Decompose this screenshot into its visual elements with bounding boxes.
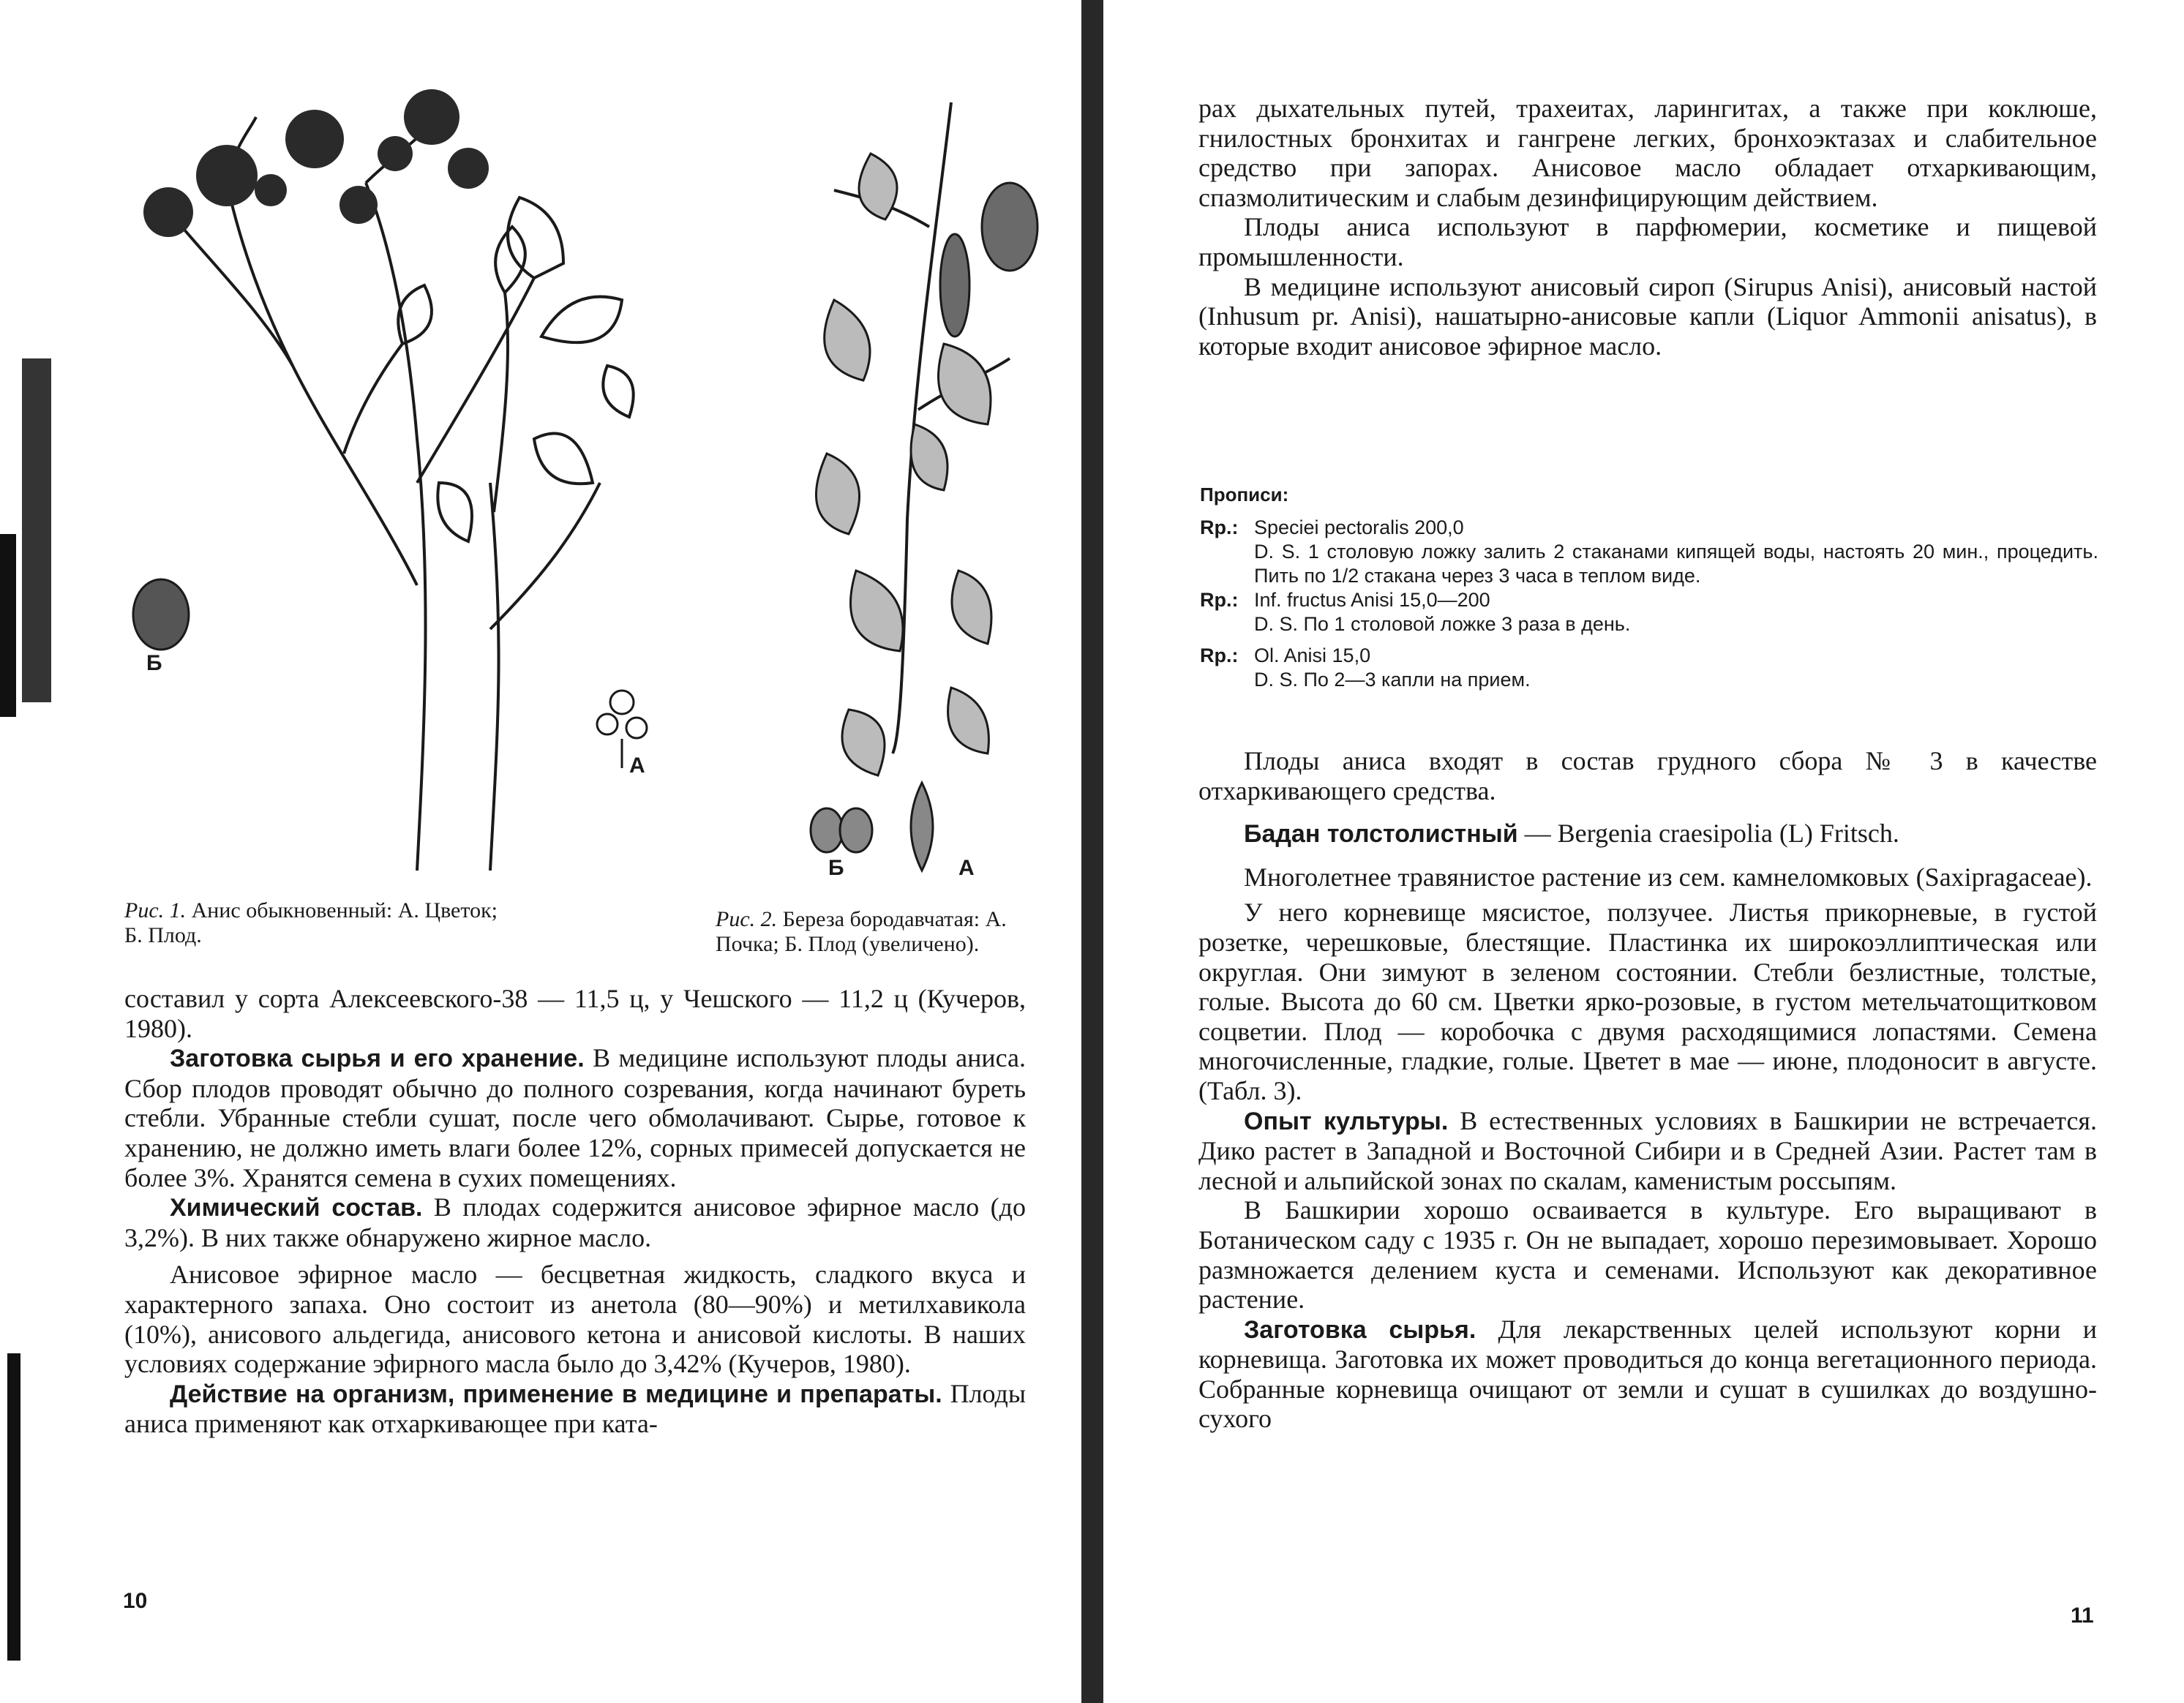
- paragraph-perfumery: Плоды аниса используют в парфюмерии, косметике и пищевой промышленности.: [1198, 212, 2097, 271]
- heading-harvest: Заготовка сырья и его хранение.: [170, 1045, 585, 1073]
- prescription-item: [1200, 516, 2098, 588]
- birch-illustration: [790, 80, 1068, 892]
- prescription-item: [1200, 588, 2098, 636]
- bergenia-latin-name: — Bergenia craesipolia (L) Fritsch.: [1517, 819, 1899, 849]
- prescriptions: [1200, 483, 2098, 692]
- paragraph-raw-material: [1198, 1315, 2097, 1434]
- paragraph-bergenia-family: Многолетнее травянистое растение из сем. камнеломковых (Saxipragaceae).: [1244, 862, 2093, 892]
- heading-raw-material: Заготовка сырья.: [1244, 1315, 1476, 1344]
- paragraph-bergenia-title: [1198, 819, 2097, 849]
- paragraph-chemistry: [124, 1192, 1026, 1252]
- figure2-label-b: Б: [828, 856, 844, 880]
- heading-chemistry: Химический состав.: [170, 1194, 423, 1222]
- right-page-body-top: [1198, 94, 2097, 361]
- page-number-right: 11: [2071, 1604, 2094, 1628]
- right-page: [1090, 0, 2184, 1703]
- heading-bergenia: Бадан толстолистный: [1244, 820, 1518, 849]
- figure2-caption-number: Рис. 2.: [716, 907, 778, 931]
- paragraph-raw-material-text: Для лекарственных целей используют корни и корневища. Заготовка их может проводиться до конца вегетационного периода. Собранные корневища очищают от земли и сушат в сушилках до воздушно-сухого: [1198, 1314, 2097, 1434]
- rx-instructions: D. S. 1 столовую ложку залить 2 стаканами кипящей воды, настоять 20 мин., процедить. Пить по 1/2 стакана через 3 часа в теплом виде.: [1254, 541, 2098, 587]
- rx-prefix: Rp.:: [1200, 644, 1239, 666]
- figure1-label-b: Б: [146, 651, 162, 675]
- paragraph-anise-oil: Анисовое эфирное масло — бесцветная жидкость, сладкого вкуса и характерного запаха. Оно состоит из анетола (80—90%) и метилхавикола (10%), анисового альдегида, анисового кетона и анисовой кислоты. В наших условиях содержание эфирного масла было до 3,42% (Кучеров, 1980).: [124, 1260, 1026, 1379]
- rx-line: Speciei pectoralis 200,0: [1254, 516, 1464, 538]
- paragraph-cultivation: [1198, 1106, 2097, 1196]
- left-page: [0, 0, 1076, 1703]
- paragraph-cultivation-text: В естественных условиях в Башкирии не встречается. Дико растет в Западной и Восточной Сибири и в Средней Азии. Растет там в лесной и альпийской зонах по скалам, каменистым россыпям.: [1198, 1105, 2097, 1195]
- right-page-body-bottom: [1198, 746, 2097, 1434]
- paragraph-medicine: В медицине используют анисовый сироп (Sirupus Anisi), анисовый настой (Inhusum pr. Anisi), нашатырно-анисовые капли (Liquor Ammonii anisatus), в которые входит анисовое эфирное масло.: [1198, 271, 2097, 361]
- rx-instructions: D. S. По 2—3 капли на прием.: [1254, 669, 1531, 691]
- rx-line: Ol. Anisi 15,0: [1254, 644, 1371, 666]
- paragraph-action: [124, 1379, 1026, 1439]
- rx-line: Inf. fructus Anisi 15,0—200: [1254, 589, 1490, 611]
- left-page-body: [124, 984, 1026, 1439]
- paragraph-yield: составил у сорта Алексеевского-38 — 11,5 ц, у Чешского — 11,2 ц (Кучеров, 1980).: [124, 984, 1026, 1043]
- paragraph-harvest: [124, 1043, 1026, 1192]
- paragraph-harvest-text: В медицине используют плоды аниса. Сбор плодов проводят обычно до полного созревания, когда начинают буреть стебли. Убранные стебли сушат, после чего обмолачивают. Сырье, готовое к хранению, не должно иметь влаги более 12%, сорных примесей допускается не более 3%. Хранятся семена в сухих помещениях.: [124, 1043, 1027, 1192]
- paragraph-chest-collection: Плоды аниса входят в состав грудного сбора № 3 в качестве отхаркивающего средства.: [1198, 746, 2097, 805]
- figure2-caption-text: Береза бородавчатая: А. Почка; Б. Плод (увеличено).: [716, 907, 1007, 956]
- figure1-caption-number: Рис. 1.: [124, 898, 187, 922]
- paragraph-bergenia-description: У него корневище мясистое, ползучее. Листья прикорневые, в густой розетке, черешковые, блестящие. Пластинка их широкоэллиптическая или округлая. Они зимуют в зеленом состоянии. Стебли безлистные, толстые, голые. Высота до 60 см. Цветки ярко-розовые, в густом метельчатощитковом соцветии. Плод — коробочка с двумя расходящимися лопастями. Семена многочисленные, гладкие, голые. Цветет в мае — июне, плодоносит в августе. (Табл. 3).: [1198, 898, 2097, 1105]
- page-number-left: 10: [123, 1589, 148, 1613]
- heading-action: Действие на организм, применение в медицине и препараты.: [170, 1380, 942, 1408]
- anise-illustration: [124, 73, 680, 885]
- rx-instructions: D. S. По 1 столовой ложке 3 раза в день.: [1254, 613, 1631, 635]
- heading-cultivation: Опыт культуры.: [1244, 1107, 1449, 1135]
- paragraph-chemistry-text: В плодах содержится анисовое эфирное масло (до 3,2%). В них также обнаружено жирное масло.: [124, 1192, 1026, 1252]
- rx-prefix: Rp.:: [1200, 589, 1239, 611]
- figure1-label-a: А: [629, 753, 645, 778]
- figure1-caption-text: Анис обыкновенный: А. Цветок; Б. Плод.: [124, 898, 498, 947]
- figure-birch: [790, 80, 1068, 892]
- paragraph-bashkiria: В Башкирии хорошо осваивается в культуре. Его выращивают в Ботаническом саду с 1935 г. Он не выпадает, хорошо перезимовывает. Хорошо размножается делением куста и семенами. Используют как декоративное растение.: [1198, 1195, 2097, 1315]
- rx-prefix: Rp.:: [1200, 516, 1239, 538]
- figure2-label-a: А: [958, 856, 975, 880]
- paragraph-action-text: Плоды аниса применяют как отхаркивающее при ката-: [124, 1378, 1027, 1439]
- figure2-caption: [716, 907, 1030, 957]
- figure-anise: [124, 73, 680, 885]
- figure1-caption: [124, 898, 505, 948]
- prescriptions-heading: Прописи:: [1200, 484, 1289, 505]
- prescription-item: [1200, 644, 2098, 692]
- paragraph-uses: рах дыхательных путей, трахеитах, ларингитах, а также при коклюше, гнилостных бронхитах и гангрене легких, бронхоэктазах и слабительное средство при запорах. Анисовое масло обладает отхаркивающим, спазмолитическим и слабым дезинфицирующим действием.: [1198, 94, 2097, 212]
